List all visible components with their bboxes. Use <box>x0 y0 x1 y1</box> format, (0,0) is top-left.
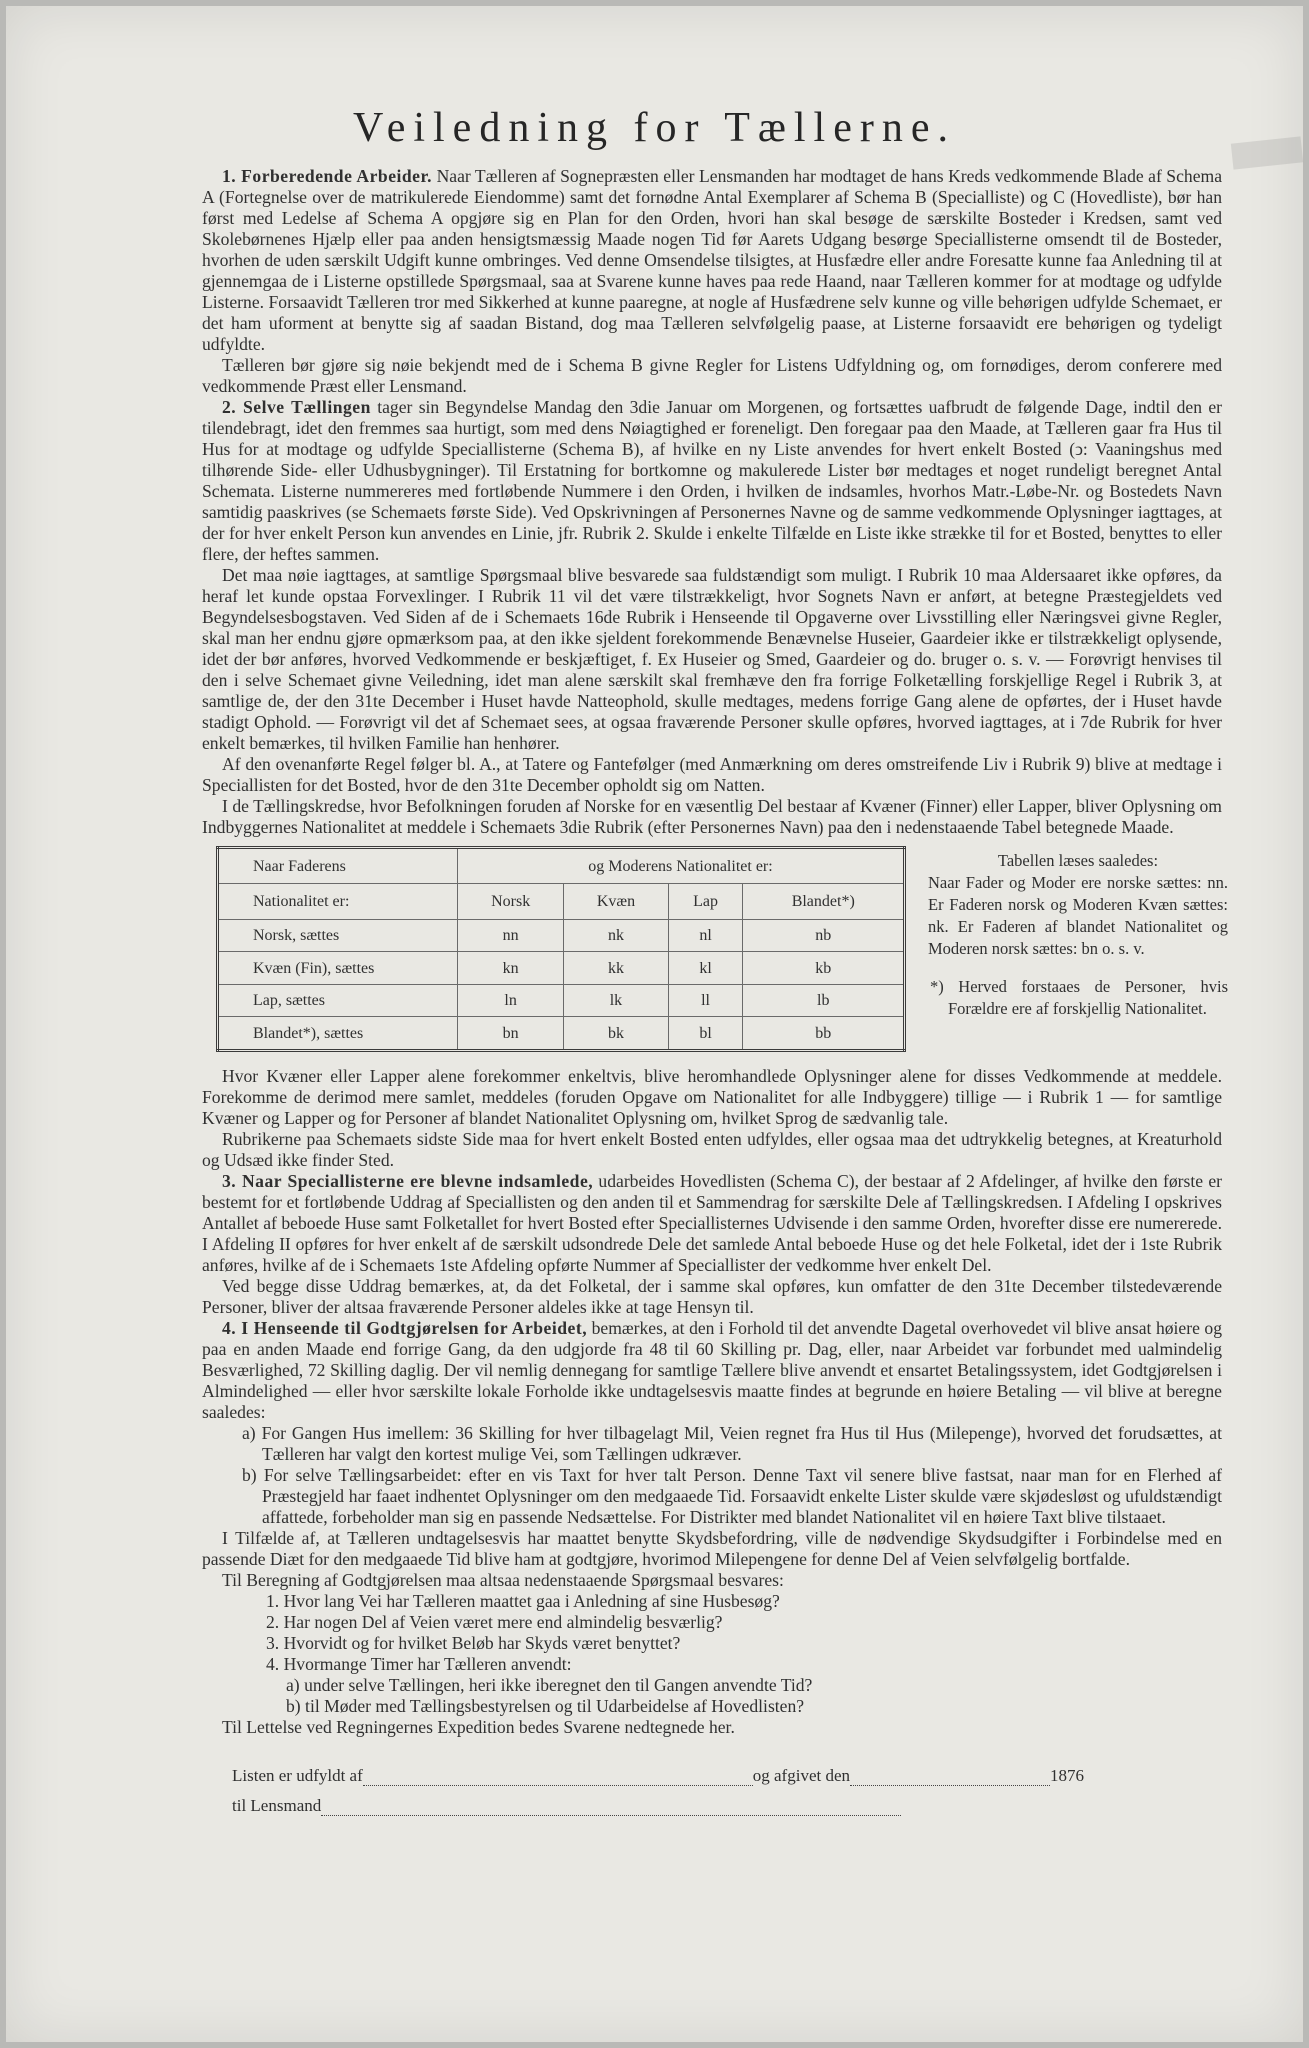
table-cell: bk <box>564 1017 668 1051</box>
question-4a: a) under selve Tællingen, heri ikke iberegnet den til Gangen anvendte Tid? <box>286 1675 813 1695</box>
document-body <box>202 166 1228 1816</box>
table-cell: nb <box>743 920 905 952</box>
sec4-paragraph-3: Til Beregning af Godtgjørelsen maa altsaa nedenstaaende Spørgsmaal besvares: <box>222 1570 784 1590</box>
year-label: 1876 <box>1050 1766 1085 1785</box>
table-cell: bb <box>743 1017 905 1051</box>
sec2b-paragraph-2: Rubrikerne paa Schemaets sidste Side maa for hvert enkelt Bosted enten udfyldes, eller ogsaa maa det udtrykkelig betegnes, at Kreaturhold og Udsæd ikke finder Sted. <box>202 1129 1222 1170</box>
sec2-heading: 2. Selve Tællingen <box>222 397 371 417</box>
sec2-paragraph-2: Det maa nøie iagttages, at samtlige Spørgsmaal blive besvarede saa fuldstændigt som muligt. I Rubrik 10 maa Aldersaaret ikke opføres, da heraf let kunde opstaa Forvexlinger. I Rubrik 11 vil det være tilstrækkeligt, hvor Sognets Navn er anført, at betegne Præstegjeldets ved Begyndelsesbogstaven. Ved Siden af de i Schemaets 16de Rubrik i Henseende til Opgaverne over Livsstilling eller Næringsvei givne Regler, skal man her endnu gjøre opmærksom paa, at den ikke sjeldent forekommende Benævnelse Huseier, Gaardeier ikke er tilstrækkeligt oplysende, idet der bør anføres, hvorved Vedkommende er beskjæftiget, f. Ex Huseier og Smed, Gaardeier og do. bruger o. s. v. — Forøvrigt henvises til den i selve Schemaet givne Veiledning, idet man alene særskilt skal fremhæve den fra forrige Folketælling forskjellige Regel i Rubrik 3, at samtlige de, der den 31te December i Huset havde Natteophold, skulle medtages, medens forrige Gang alene de opførtes, der i Huset havde stadigt Ophold. — Forøvrigt vil det af Schemaet sees, at ogsaa fraværende Personer skulle opføres, hvorved iagttages, at i 7de Rubrik for hver enkelt bemærkes, til hvilken Familie han henhører. <box>202 565 1222 753</box>
sec1-heading: 1. Forberedende Arbeider. <box>222 166 433 186</box>
explanation-title: Tabellen læses saaledes: <box>997 851 1159 870</box>
col-header: Norsk <box>458 884 564 920</box>
head-father: Naar Faderens <box>218 848 458 884</box>
head-father-2: Nationalitet er: <box>218 884 458 920</box>
table-cell: lk <box>564 984 668 1016</box>
nationality-table <box>216 846 906 1052</box>
lensmand-line[interactable] <box>321 1815 901 1816</box>
filled-by-label: Listen er udfyldt af <box>232 1766 363 1785</box>
sec2-paragraph <box>202 397 1222 565</box>
table-cell: nk <box>564 920 668 952</box>
col-header: Kvæn <box>564 884 668 920</box>
signature-block <box>202 1756 1222 1816</box>
table-row <box>218 1017 905 1051</box>
table-cell: kn <box>458 952 564 984</box>
col-header: Lap <box>668 884 743 920</box>
question-4b: b) til Møder med Tællingsbestyrelsen og til Udarbeidelse af Hovedlisten? <box>286 1696 805 1716</box>
sec1-paragraph-2: Tælleren bør gjøre sig nøie bekjendt med de i Schema B givne Regler for Listens Udfyldning og, om fornødiges, derom conferere med vedkommende Præst eller Lensmand. <box>202 355 1222 396</box>
submitted-label: og afgivet den <box>752 1766 851 1785</box>
head-mother: og Moderens Nationalitet er: <box>458 848 905 884</box>
sec4-heading: 4. I Henseende til Godtgjørelsen for Arbeidet, <box>222 1318 588 1338</box>
filled-by-line[interactable] <box>363 1785 753 1786</box>
question-3: 3. Hvorvidt og for hvilket Beløb har Skyds været benyttet? <box>266 1633 681 1653</box>
table-cell: lb <box>743 984 905 1016</box>
question-4: 4. Hvormange Timer har Tælleren anvendt: <box>266 1654 572 1674</box>
explanation-text: Naar Fader og Moder ere norske sættes: nn. Er Faderen norsk og Moderen Kvæn sættes: nk. Er Faderen af blandet Nationalitet og Moderen norsk sættes: bn o. s. v. <box>928 873 1228 958</box>
table-row <box>218 920 905 952</box>
sec2-paragraph-3: Af den ovenanførte Regel følger bl. A., at Tatere og Fantefølger (med Anmærkning om deres omstreifende Liv i Rubrik 9) blive at medtage i Speciallisten for det Bosted, hvor de den 31te December opholdt sig om Natten. <box>202 754 1222 795</box>
document-page <box>6 6 1303 2042</box>
sec4-text: bemærkes, at den i Forhold til det anvendte Dagetal overhovedet vil blive ansat høiere og paa en anden Maade end forrige Gang, da den udgjorde fra 48 til 60 Skilling pr. Dag, eller, naar Arbeidet var forbundet med ualmindelig Besværlighed, 72 Skilling daglig. Der vil nemlig dennegang for samtlige Tællere blive anvendt et ensartet Betalingssystem, idet Godtgjørelsen i Almindelighed — eller hvor særskilte lokale Forholde ikke undtagelsesvis maatte findes at begrunde en høiere Betaling — vil blive at beregne saaledes: <box>202 1318 1223 1422</box>
table-cell: ln <box>458 984 564 1016</box>
sec1-paragraph <box>202 166 1222 355</box>
table-cell: nn <box>458 920 564 952</box>
sec4-item-a: a) For Gangen Hus imellem: 36 Skilling for hver tilbagelagt Mil, Veien regnet fra Hus til Hus (Milepenge), hvorved det forudsættes, at Tælleren har valgt den kortest mulige Vei, som Tællingen udkræver. <box>242 1423 1222 1464</box>
table-cell: kk <box>564 952 668 984</box>
table-explanation <box>928 850 1228 1020</box>
table-cell: ll <box>668 984 743 1016</box>
table-cell: bn <box>458 1017 564 1051</box>
table-cell: nl <box>668 920 743 952</box>
sec1-text: Naar Tælleren af Sognepræsten eller Lensmanden har modtaget de hans Kreds vedkommende Blade af Schema A (Fortegnelse over de matrikulerede Eiendomme) samt det fornødne Antal Exemplarer af Schema B (Specialliste) og C (Hovedliste), bør han først med Ledelse af Schema A opgjøre sig en Plan for den Orden, hvori han skal besøge de særskilte Bosteder i Kredsen, samt ved Skolebørnenes Hjælp eller paa anden hensigtsmæssig Maade nogen Tid før Aarets Udgang besørge Speciallisterne omsendt til de Bosteder, hvorhen de uden særskilt Udgift kunne ombringes. Ved denne Omsendelse tilsigtes, at Husfædre eller andre Foresatte kunne faa Anledning til at gjennemgaa de i Listerne opstillede Spørgsmaal, saa at Svarene kunne haves paa rede Haand, naar Tælleren kommer for at modtage og udfylde Listerne. Forsaavidt Tælleren tror med Sikkerhed at kunne paaregne, at nogle af Husfædrene selv kunne og ville behørigen udfylde Schemaet, er det ham uforment at benytte sig af saadan Bistand, dog maa Tælleren selvfølgelig paase, at Listerne forsaavidt ere behørigen og tydeligt udfyldte. <box>202 166 1222 354</box>
lensmand-label: til Lensmand <box>232 1796 322 1815</box>
row-label: Kvæn (Fin), sættes <box>218 952 458 984</box>
table-cell: bl <box>668 1017 743 1051</box>
row-label: Blandet*), sættes <box>218 1017 458 1051</box>
question-2: 2. Har nogen Del af Veien været mere end almindelig besværlig? <box>266 1612 723 1632</box>
sec3-text: udarbeides Hovedlisten (Schema C), der bestaar af 2 Afdelinger, af hvilke den første er bestemt for et fortløbende Uddrag af Speciallisten og den anden til et Sammendrag for særskilte Dele af Tællingskredsen. I Afdeling I opskrives Antallet af beboede Huse samt Folketallet for hvert Bosted efter Speciallisternes Udvisende i den samme Orden, hvorefter disse ere numererede. I Afdeling II opføres for hver enkelt af de særskilt udsondrede Dele det samlede Antal beboede Huse og det hele Folketal, idet der i 1ste Rubrik anføres, hvilke af de i Schemaets 1ste Afdeling opførte Nummer af Speciallister der vedkomme hver enkelt Del. <box>202 1171 1222 1275</box>
sec4-paragraph-4: Til Lettelse ved Regningernes Expedition bedes Svarene nedtegnede her. <box>222 1717 735 1737</box>
sec3-heading: 3. Naar Speciallisterne ere blevne indsamlede, <box>222 1171 594 1191</box>
nationality-section <box>202 846 1228 1060</box>
table-cell: kl <box>668 952 743 984</box>
table-cell: kb <box>743 952 905 984</box>
sec2-paragraph-4: I de Tællingskredse, hvor Befolkningen foruden af Norske for en væsentlig Del bestaar af Kvæner (Finner) eller Lapper, bliver Oplysning om Indbyggernes Nationalitet at meddele i Schemaets 3die Rubrik (efter Personernes Navn) paa den i nedenstaaende Tabel betegnede Maade. <box>202 796 1222 837</box>
sec2-text: tager sin Begyndelse Mandag den 3die Januar om Morgenen, og fortsættes uafbrudt de følgende Dage, indtil den er tilendebragt, idet den fremmes saa hurtigt, som med dens Nøiagtighed er foreneligt. Den foregaar paa den Maade, at Tælleren gaar fra Hus til Hus for at modtage og udfylde Speciallisterne (Schema B), af hvilke en ny Liste anvendes for hvert enkelt Bosted (ↄ: Vaaningshus med tilhørende Side- eller Udhusbygninger). Til Erstatning for bortkomne og makulerede Lister bør medtages et noget rundeligt beregnet Antal Schemata. Listerne nummereres med fortløbende Nummere i den Orden, i hvilken de indsamles, hvorhos Matr.-Løbe-Nr. og Bostedets Navn samtidig paaskrives (se Schemaets første Side). Ved Opskrivningen af Personernes Navne og de samme vedkommende Oplysninger iagttages, at der for hver enkelt Person kun anvendes en Linie, jfr. Rubrik 2. Skulde i enkelte Tilfælde en Liste ikke strække til for et Bosted, benyttes to eller flere, der heftes sammen. <box>202 397 1223 564</box>
page-title: Veiledning for Tællerne. <box>353 105 956 151</box>
sec3-paragraph <box>202 1171 1222 1276</box>
footnote: *) Herved forstaaes de Personer, hvis Forældre ere af forskjellig Nationalitet. <box>930 977 1228 1018</box>
question-1: 1. Hvor lang Vei har Tælleren maattet gaa i Anledning af sine Husbesøg? <box>266 1591 780 1611</box>
row-label: Norsk, sættes <box>218 920 458 952</box>
sec3-paragraph-2: Ved begge disse Uddrag bemærkes, at, da det Folketal, der i samme skal opføres, kun omfatter de den 31te December tilstedeværende Personer, bliver der altsaa fraværende Personer aldeles ikke at tage Hensyn til. <box>202 1276 1222 1317</box>
sec4-paragraph-2: I Tilfælde af, at Tælleren undtagelsesvis har maattet benytte Skydsbefordring, ville de nødvendige Skydsudgifter i Forbindelse med en passende Diæt for den medgaaede Tid blive ham at godtgjøre, hvorimod Milepengene for denne Del af Veien selvfølgelig bortfalde. <box>202 1528 1222 1569</box>
table-row <box>218 952 905 984</box>
sec4-paragraph <box>202 1318 1222 1423</box>
sec4-item-b: b) For selve Tællingsarbeidet: efter en vis Taxt for hver talt Person. Denne Taxt vil senere blive fastsat, naar man for en Flerhed af Præstegjeld har faaet indhentet Oplysninger om den medgaaede Tid. Forsaavidt enkelte Lister skulde være skjødesløst og ufuldstændigt affattede, forbeholder man sig en passende Nedsættelse. For Distrikter med blandet Nationalitet vil en høiere Taxt blive tilstaaet. <box>242 1465 1222 1527</box>
row-label: Lap, sættes <box>218 984 458 1016</box>
table-row <box>218 984 905 1016</box>
sec2b-paragraph: Hvor Kvæner eller Lapper alene forekommer enkeltvis, blive heromhandlede Oplysninger alene for disses Vedkommende at meddele. Forekomme de derimod mere samlet, meddeles (foruden Opgave om Nationalitet for alle Indbyggere) tillige — i Rubrik 1 — for samtlige Kvæner og Lapper og for Personer af blandet Nationalitet Oplysning om, hvilket Sprog de sædvanlig tale. <box>202 1066 1222 1128</box>
date-line[interactable] <box>850 1785 1050 1786</box>
col-header: Blandet*) <box>743 884 905 920</box>
